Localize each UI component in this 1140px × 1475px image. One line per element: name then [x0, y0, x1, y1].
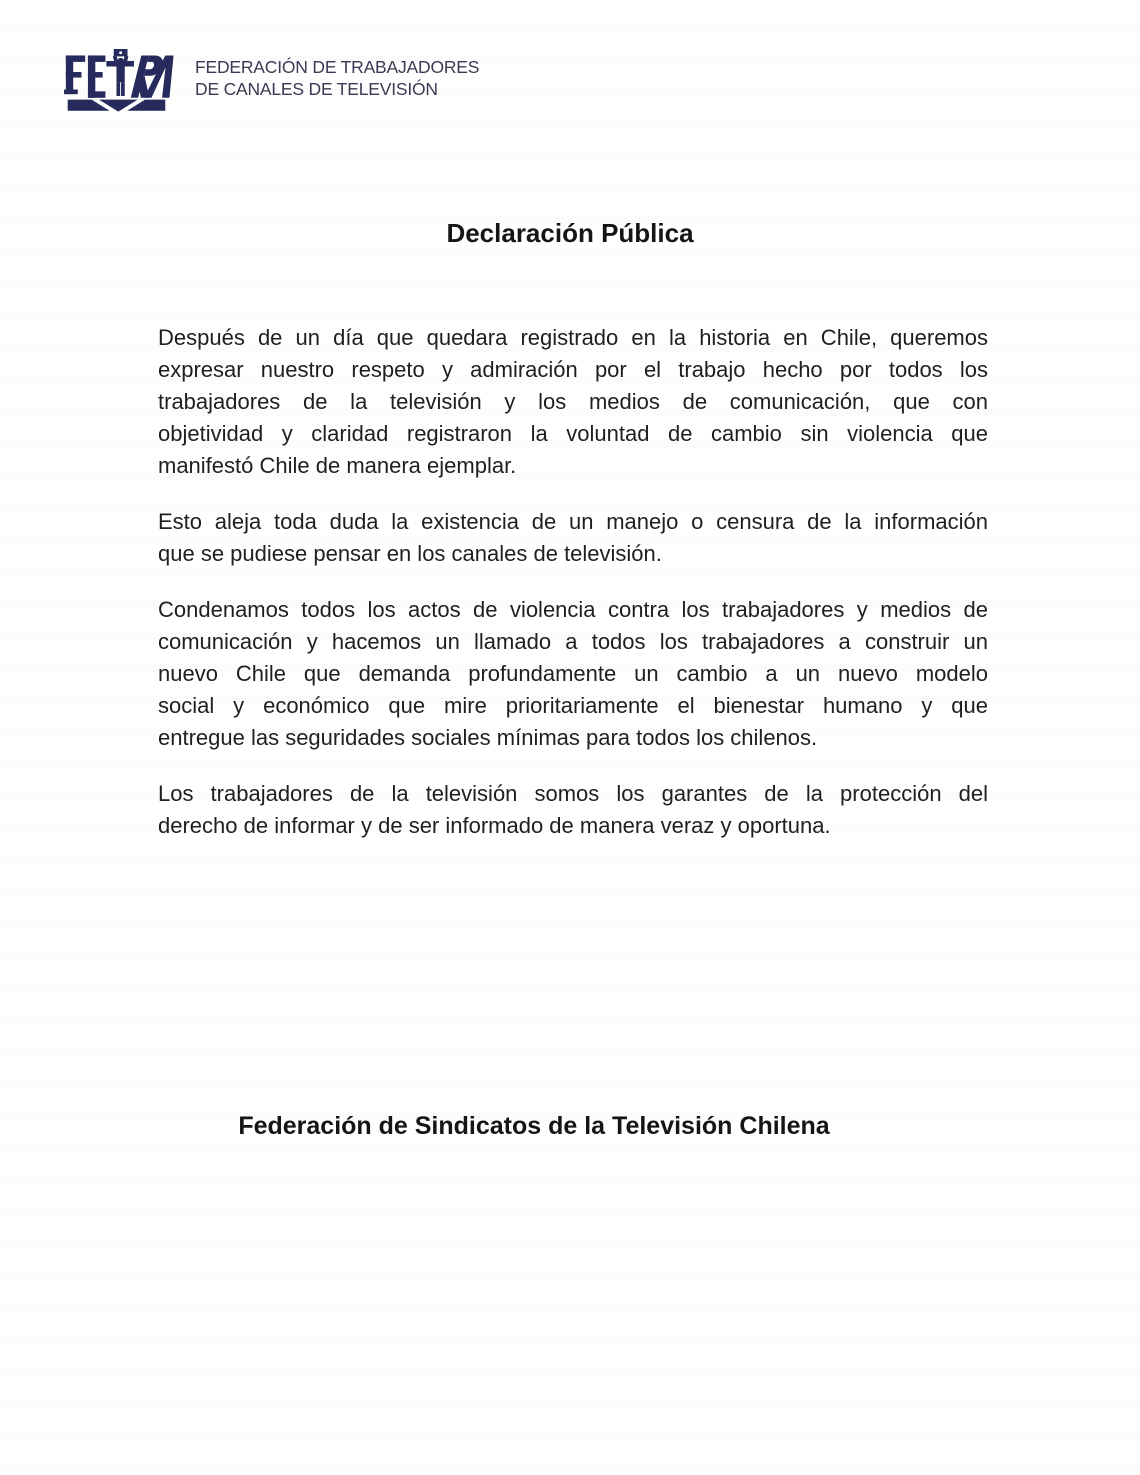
text-line: Los trabajadores de la televisión somos los garantes de la protección del: [158, 781, 988, 806]
text-line: objetividad y claridad registraron la voluntad de cambio sin violencia que: [158, 421, 988, 446]
organization-name-line2: DE CANALES DE TELEVISIÓN: [195, 78, 438, 99]
text-line: nuevo Chile que demanda profundamente un cambio a un nuevo modelo: [158, 661, 988, 686]
signature-line: Federación de Sindicatos de la Televisión Chilena: [238, 1112, 830, 1140]
paragraph-3: [158, 594, 988, 754]
letterhead: [64, 48, 479, 120]
document-title: Declaración Pública: [446, 218, 694, 248]
text-line: Después de un día que quedara registrado en la historia en Chile, queremos: [158, 325, 988, 350]
text-line: expresar nuestro respeto y admiración por el trabajo hecho por todos los: [158, 357, 988, 382]
text-line: social y económico que mire prioritariamente el bienestar humano y que: [158, 693, 988, 718]
text-line: comunicación y hacemos un llamado a todos los trabajadores a construir un: [158, 629, 988, 654]
text-line: entregue las seguridades sociales mínimas para todos los chilenos.: [158, 725, 818, 750]
paragraph-4: [158, 778, 988, 842]
fetra-logo-icon: [64, 48, 180, 120]
text-line: derecho de informar y de ser informado de manera veraz y oportuna.: [158, 813, 831, 838]
paragraph-1: [158, 322, 988, 482]
organization-name: [195, 57, 479, 100]
organization-name-line1: FEDERACIÓN DE TRABAJADORES: [195, 57, 480, 77]
paragraph-2: [158, 506, 988, 570]
text-line: manifestó Chile de manera ejemplar.: [158, 453, 517, 478]
text-line: Condenamos todos los actos de violencia contra los trabajadores y medios de: [158, 597, 988, 622]
text-line: Esto aleja toda duda la existencia de un manejo o censura de la información: [158, 509, 988, 534]
document-body: [158, 322, 988, 866]
text-line: que se pudiese pensar en los canales de televisión.: [158, 541, 662, 566]
text-line: trabajadores de la televisión y los medios de comunicación, que con: [158, 389, 988, 414]
